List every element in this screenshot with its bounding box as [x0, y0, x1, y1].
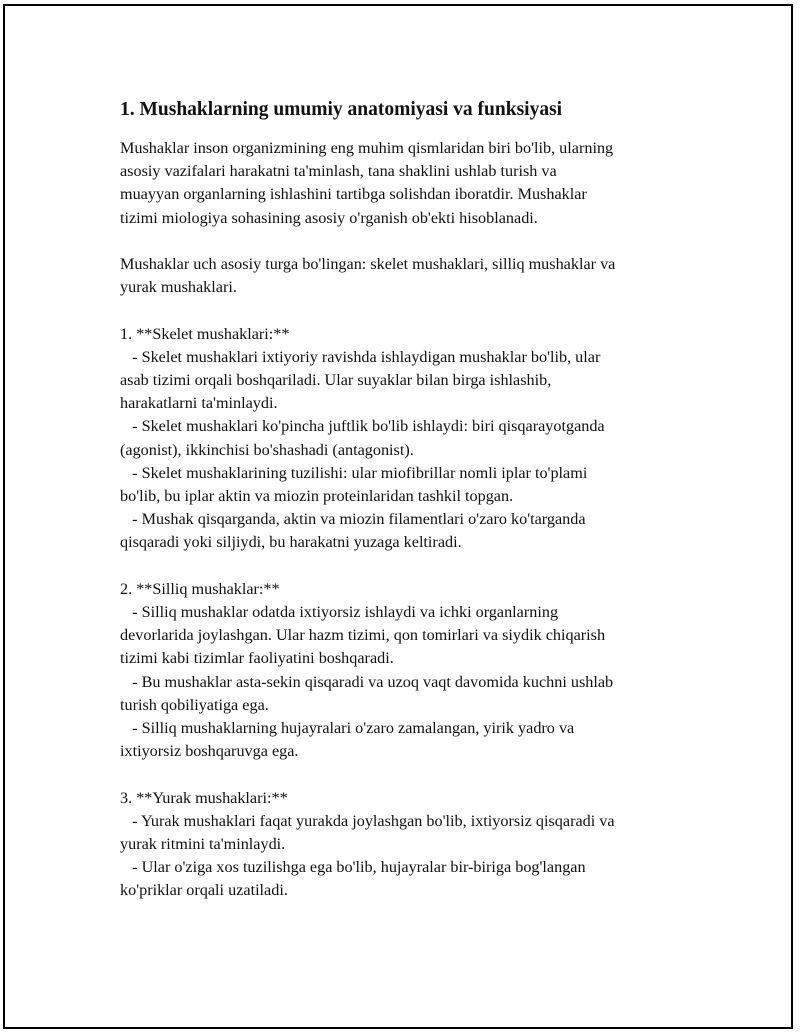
paragraph-gap	[120, 763, 700, 786]
paragraph-gap	[120, 555, 700, 578]
document-body	[120, 98, 700, 903]
intro-paragraph: Mushaklar inson organizmining eng muhim qismlaridan biri bo'lib, ularning asosiy vazifalari harakatni ta'minlash, tana shaklini ushlab turish va muayyan organlarning ishlashini tartibga solishdan iboratdir. Mushaklar tizimi miologiya sohasining asosiy o'rganish ob'ekti hisoblanadi.	[120, 139, 614, 227]
paragraph-gap	[120, 230, 700, 253]
section-heading: 1. Mushaklarning umumiy anatomiyasi va funksiyasi	[120, 99, 563, 120]
smooth-muscles-section: 2. **Silliq mushaklar:** - Silliq mushaklar odatda ixtiyorsiz ishlaydi va ichki organlarning devorlarida joylashgan. Ular hazm tizimi, qon tomirlari va siydik chiqarish tizimi kabi tizimlar faoliyatini boshqaradi. - Bu mushaklar asta-sekin qisqaradi va uzoq vaqt davomida kuchni ushlab turish qobiliyatiga ega. - Silliq mushaklarning hujayralari o'zaro zamalangan, yirik yadro va ixtiyorsiz boshqaruvga ega.	[120, 579, 614, 761]
document-page	[3, 4, 793, 1029]
types-paragraph: Mushaklar uch asosiy turga bo'lingan: skelet mushaklari, silliq mushaklar va yurak mushaklari.	[120, 255, 616, 297]
cardiac-muscles-section: 3. **Yurak mushaklari:** - Yurak mushaklari faqat yurakda joylashgan bo'lib, ixtiyorsiz qisqaradi va yurak ritmini ta'minlaydi. - Ular o'ziga xos tuzilishga ega bo'lib, hujayralar bir-biriga bog'langan ko'priklar orqali uzatiladi.	[120, 788, 615, 900]
paragraph-gap	[120, 299, 700, 322]
skeletal-muscles-section: 1. **Skelet mushaklari:** - Skelet mushaklari ixtiyoriy ravishda ishlaydigan mushaklar bo'lib, ular asab tizimi orqali boshqariladi. Ular suyaklar bilan birga ishlashib, harakatlarni ta'minlaydi. - Skelet mushaklari ko'pincha juftlik bo'lib ishlaydi: biri qisqarayotganda (agonist), ikkinchisi bo'shashadi (antagonist). - Skelet mushaklarining tuzilishi: ular miofibrillar nomli iplar to'plami bo'lib, bu iplar aktin va miozin proteinlaridan tashkil topgan. - Mushak qisqarganda, aktin va miozin filamentlari o'zaro ko'targanda qisqaradi yoki siljiydi, bu harakatni yuzaga keltiradi.	[120, 324, 605, 552]
